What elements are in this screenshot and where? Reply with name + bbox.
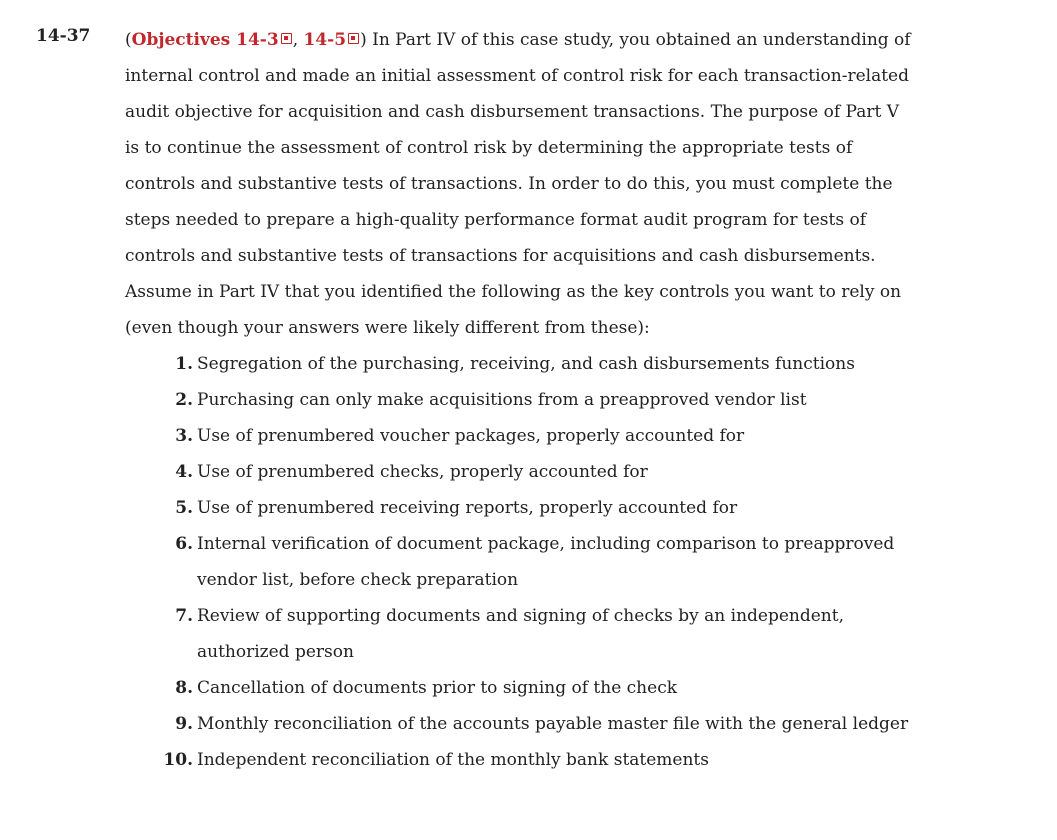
list-item-text: Cancellation of documents prior to signing of the check [197,678,678,698]
problem-number: 14-37 [36,26,91,46]
list-item [125,598,932,670]
list-item-number: 3. [175,426,193,446]
list-item-number: 6. [175,534,193,554]
external-link-icon[interactable] [281,33,292,44]
list-item [125,454,932,490]
list-item [125,418,932,454]
list-item-text: Use of prenumbered voucher packages, properly accounted for [197,426,745,446]
assume-paragraph: Assume in Part IV that you identified the following as the key controls you want to rely on (even though your answers were likely different from these): [125,282,902,338]
list-item-text: Monthly reconciliation of the accounts payable master file with the general ledger [197,714,909,734]
objective-link-14-5[interactable]: 14-5 [303,30,347,50]
list-item-number: 8. [175,678,193,698]
list-item [125,346,932,382]
list-item-text: Use of prenumbered checks, properly accounted for [197,462,648,482]
list-item [125,526,932,598]
list-item-number: 1. [175,354,193,374]
list-item [125,382,932,418]
list-item-text: Independent reconciliation of the monthly bank statements [197,750,709,770]
list-item-number: 2. [175,390,193,410]
list-item-text: Purchasing can only make acquisitions from a preapproved vendor list [197,390,807,410]
list-item-text: Segregation of the purchasing, receiving, and cash disbursements functions [197,354,855,374]
intro-paragraph [125,22,915,274]
list-item-number: 10. [163,750,193,770]
list-item-number: 7. [175,606,193,626]
list-item [125,670,932,706]
list-item-text: Use of prenumbered receiving reports, properly accounted for [197,498,738,518]
list-item-text: Internal verification of document package, including comparison to preapproved vendor list, before check preparation [197,534,895,590]
external-link-icon[interactable] [348,33,359,44]
list-item [125,742,932,778]
list-item [125,490,932,526]
objective-link-14-3[interactable]: Objectives 14-3 [131,30,279,50]
list-item [125,706,932,742]
list-item-number: 4. [175,462,193,482]
objectives-separator: , [292,30,304,50]
intro-text: In Part IV of this case study, you obtained an understanding of internal control and made an initial assessment of control risk for each transaction-related audit objective for acquisition and cash disbursement transactions. The purpose of Part V is to continue the assessment of control risk by determining the appropriate tests of controls and substantive tests of transactions. In order to do this, you must complete the steps needed to prepare a high-quality performance format audit program for tests of controls and substantive tests of transactions for acquisitions and cash disbursements. [125,30,911,266]
objectives-close-paren: ) [360,30,367,50]
list-item-number: 9. [175,714,193,734]
list-item-number: 5. [175,498,193,518]
key-controls-list [125,346,925,778]
list-item-text: Review of supporting documents and signing of checks by an independent, authorized person [197,606,844,662]
objectives-open-paren: ( [125,30,132,50]
problem-content [125,22,925,778]
